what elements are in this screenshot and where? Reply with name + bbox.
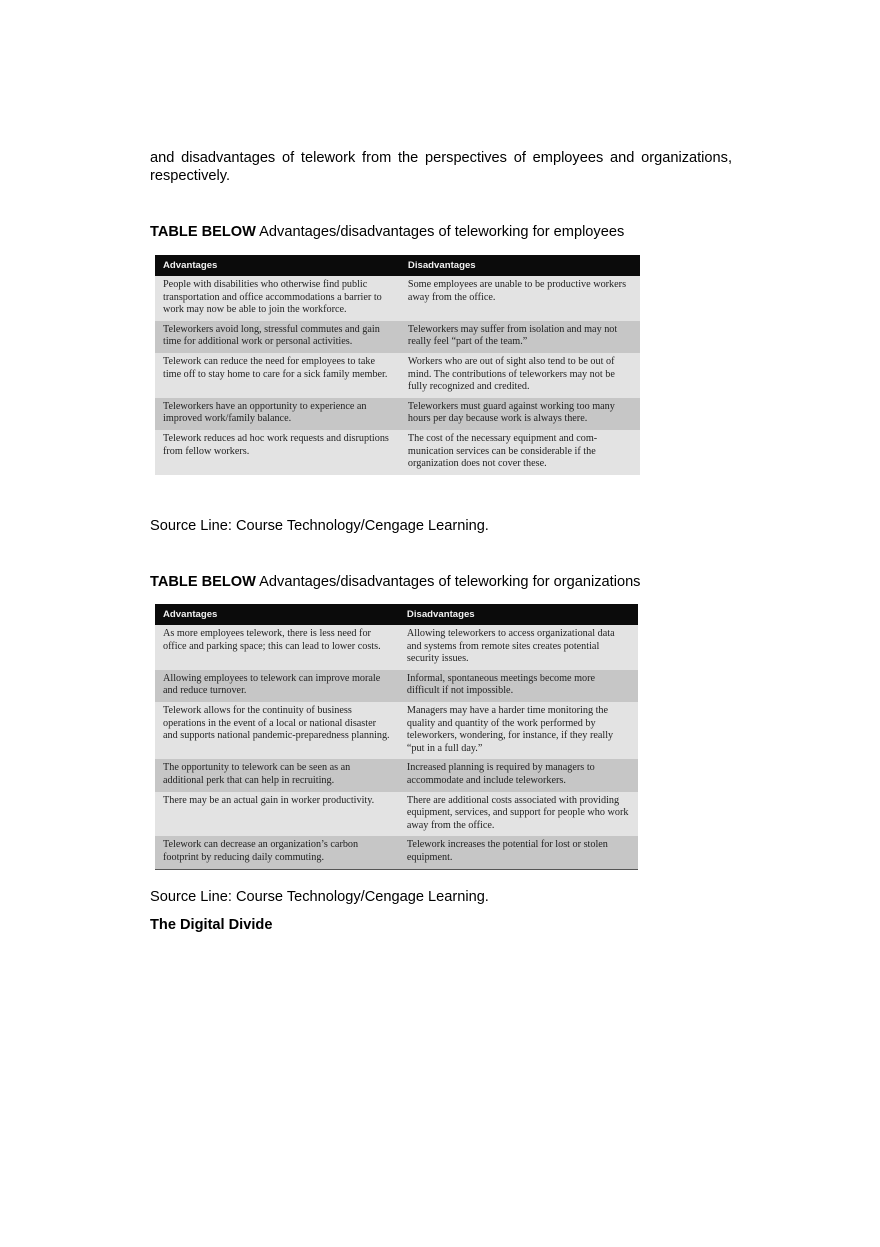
intro-paragraph: and disadvantages of telework from the perspectives of employees and organizations, respectively. <box>150 150 732 184</box>
table2-caption-label: TABLE BELOW <box>150 574 256 590</box>
table2-source-line: Source Line: Course Technology/Cengage Learning. <box>150 889 489 905</box>
table-row <box>155 398 640 430</box>
disadvantage-cell: Telework increases the potential for lost or stolen equipment. <box>399 836 638 869</box>
table-row <box>155 836 638 869</box>
advantage-cell: The opportunity to telework can be seen as an additional perk that can help in recruiting. <box>155 759 399 791</box>
table-row <box>155 353 640 398</box>
table-row <box>155 792 638 837</box>
advantages-header: Advantages <box>155 604 399 625</box>
disadvantage-cell: Managers may have a harder time monitoring the quality and quantity of the work performed by teleworkers, wondering, for instance, if they really “put in a full day.” <box>399 702 638 759</box>
table-header-row <box>155 604 638 625</box>
organizations-teleworking-table <box>155 604 638 870</box>
table1-caption-label: TABLE BELOW <box>150 224 256 240</box>
table-row <box>155 321 640 353</box>
table-row <box>155 625 638 670</box>
section-heading: The Digital Divide <box>150 917 273 933</box>
table1-source-line: Source Line: Course Technology/Cengage Learning. <box>150 518 489 534</box>
table-header-row <box>155 255 640 276</box>
table-row <box>155 759 638 791</box>
advantage-cell: There may be an actual gain in worker productivity. <box>155 792 399 837</box>
table-row <box>155 276 640 321</box>
disadvantage-cell: Increased planning is required by managers to accommodate and include teleworkers. <box>399 759 638 791</box>
table-row <box>155 702 638 759</box>
table2-caption-text: Advantages/disadvantages of teleworking for organizations <box>255 574 641 590</box>
table-row <box>155 670 638 702</box>
disadvantage-cell: Teleworkers must guard against working too many hours per day because work is always there. <box>400 398 640 430</box>
disadvantages-header: Disadvantages <box>399 604 638 625</box>
employees-teleworking-table <box>155 255 640 475</box>
disadvantage-cell: Workers who are out of sight also tend to be out of mind. The contributions of teleworkers may not be fully recognized and credited. <box>400 353 640 398</box>
advantages-header: Advantages <box>155 255 400 276</box>
disadvantage-cell: Allowing teleworkers to access organizational data and systems from remote sites creates potential security issues. <box>399 625 638 670</box>
advantage-cell: People with disabilities who otherwise find public transportation and office accommodations a barrier to work may now be able to join the workforce. <box>155 276 400 321</box>
advantage-cell: Teleworkers have an opportunity to experience an improved work/family balance. <box>155 398 400 430</box>
disadvantage-cell: The cost of the necessary equipment and com-munication services can be considerable if the organization does not cover these. <box>400 430 640 475</box>
table1-caption-text: Advantages/disadvantages of teleworking for employees <box>255 224 625 240</box>
disadvantage-cell: Some employees are unable to be productive workers away from the office. <box>400 276 640 321</box>
advantage-cell: Telework can decrease an organization’s carbon footprint by reducing daily commuting. <box>155 836 399 869</box>
advantage-cell: Telework reduces ad hoc work requests and disruptions from fellow workers. <box>155 430 400 475</box>
advantage-cell: As more employees telework, there is less need for office and parking space; this can lead to lower costs. <box>155 625 399 670</box>
table1-caption <box>150 223 624 241</box>
advantage-cell: Teleworkers avoid long, stressful commutes and gain time for additional work or personal activities. <box>155 321 400 353</box>
disadvantages-header: Disadvantages <box>400 255 640 276</box>
advantage-cell: Telework can reduce the need for employees to take time off to stay home to care for a sick family member. <box>155 353 400 398</box>
disadvantage-cell: Informal, spontaneous meetings become more difficult if not impossible. <box>399 670 638 702</box>
advantage-cell: Telework allows for the continuity of business operations in the event of a local or national disaster and supports national pandemic-preparedness planning. <box>155 702 399 759</box>
disadvantage-cell: There are additional costs associated with providing equipment, services, and support for people who work away from the office. <box>399 792 638 837</box>
advantage-cell: Allowing employees to telework can improve morale and reduce turnover. <box>155 670 399 702</box>
table-row <box>155 430 640 475</box>
disadvantage-cell: Teleworkers may suffer from isolation and may not really feel “part of the team.” <box>400 321 640 353</box>
table2-caption <box>150 573 640 591</box>
